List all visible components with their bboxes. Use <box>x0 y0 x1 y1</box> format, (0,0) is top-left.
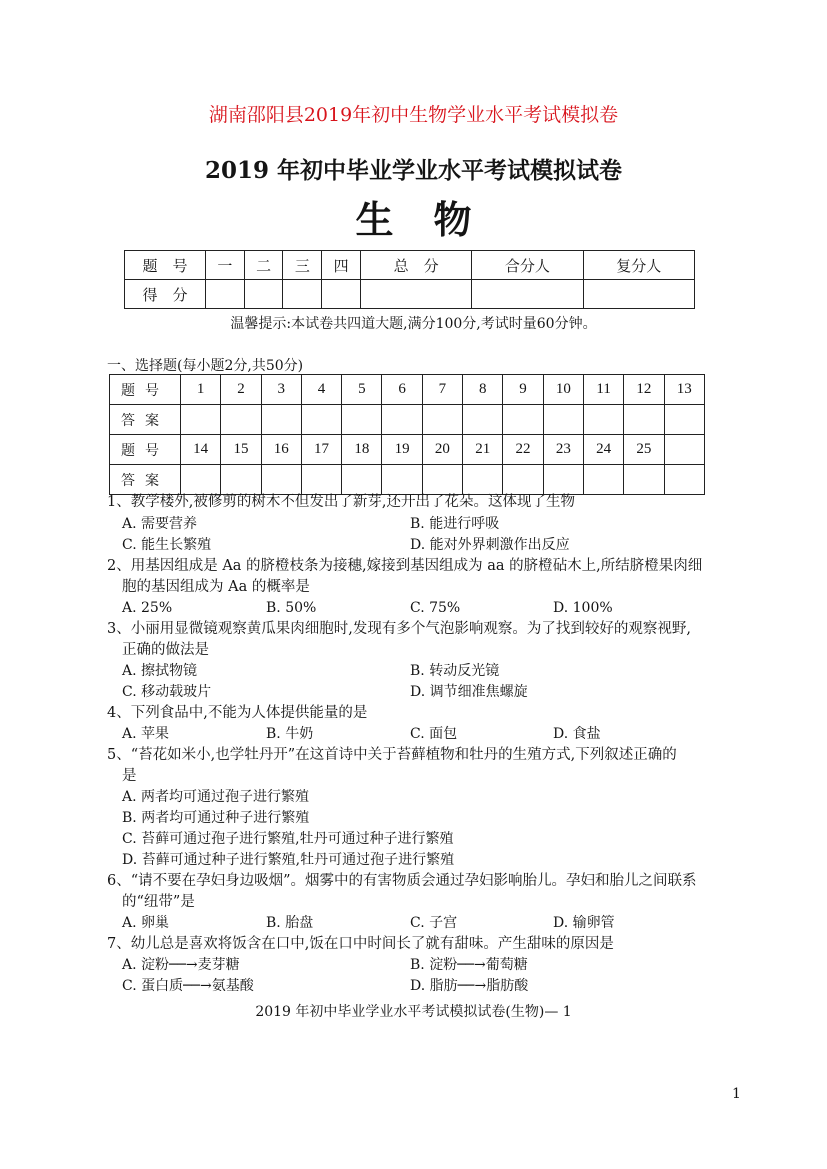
answer-table <box>109 374 705 495</box>
question-2-line2: 胞的基因组成为 Aa 的概率是 <box>122 579 310 595</box>
option-3d: D. 调节细准焦螺旋 <box>410 684 528 700</box>
score-cell[interactable] <box>472 280 583 309</box>
score-header-cell: 题 号 <box>125 251 206 280</box>
question-1: 1、教学楼外,被修剪的树木不但发出了新芽,还开出了花朵。这体现了生物 <box>107 494 575 510</box>
option-4a: A. 苹果 <box>122 726 170 742</box>
option-1c: C. 能生长繁殖 <box>122 537 212 553</box>
answer-cell[interactable] <box>543 465 583 495</box>
exam-tip: 温馨提示:本试卷共四道大题,满分100分,考试时量60分钟。 <box>230 316 597 332</box>
score-header-cell: 三 <box>283 251 322 280</box>
answer-cell[interactable] <box>624 405 664 435</box>
question-2-line1: 2、用基因组成是 Aa 的脐橙枝条为接穗,嫁接到基因组成为 aa 的脐橙砧木上,所结脐橙果肉细 <box>107 558 703 574</box>
question-number-cell: 2 <box>221 375 261 405</box>
answer-cell[interactable] <box>221 405 261 435</box>
answer-cell[interactable] <box>583 405 623 435</box>
option-6c: C. 子宫 <box>410 915 458 931</box>
answer-cell[interactable] <box>463 405 503 435</box>
exam-title: 2019 年初中毕业学业水平考试模拟试卷 <box>204 157 623 184</box>
option-3c: C. 移动载玻片 <box>122 684 212 700</box>
question-number-cell: 18 <box>342 435 382 465</box>
answer-row-label: 题号 <box>110 375 181 405</box>
question-number-cell: 6 <box>382 375 422 405</box>
option-2d: D. 100% <box>553 600 613 616</box>
subject-title: 生物 <box>355 197 512 242</box>
score-cell[interactable] <box>583 280 694 309</box>
option-5a: A. 两者均可通过孢子进行繁殖 <box>122 789 310 805</box>
question-5-line1: 5、“苔花如米小,也学牡丹开”在这首诗中关于苔藓植物和牡丹的生殖方式,下列叙述正确的 <box>107 747 677 763</box>
score-cell[interactable] <box>283 280 322 309</box>
question-number-cell: 4 <box>301 375 341 405</box>
answer-cell[interactable] <box>261 465 301 495</box>
question-number-cell: 25 <box>624 435 664 465</box>
answer-cell[interactable] <box>543 405 583 435</box>
question-number-cell: 20 <box>422 435 462 465</box>
score-cell[interactable] <box>244 280 283 309</box>
answer-row-label: 答案 <box>110 465 181 495</box>
option-7b: B. 淀粉──→葡萄糖 <box>410 957 528 973</box>
option-1b: B. 能进行呼吸 <box>410 516 500 532</box>
question-number-cell <box>664 435 704 465</box>
option-4b: B. 牛奶 <box>266 726 314 742</box>
score-cell[interactable] <box>322 280 361 309</box>
score-header-cell: 四 <box>322 251 361 280</box>
option-7a: A. 淀粉──→麦芽糖 <box>122 957 240 973</box>
question-number-cell: 19 <box>382 435 422 465</box>
score-header-cell: 一 <box>206 251 245 280</box>
question-number-cell: 12 <box>624 375 664 405</box>
question-7: 7、幼儿总是喜欢将饭含在口中,饭在口中时间长了就有甜味。产生甜味的原因是 <box>107 936 614 952</box>
option-5b: B. 两者均可通过种子进行繁殖 <box>122 810 310 826</box>
section-heading: 一、选择题(每小题2分,共50分) <box>107 358 304 374</box>
answer-row-label: 答案 <box>110 405 181 435</box>
answer-cell[interactable] <box>301 465 341 495</box>
option-6a: A. 卵巢 <box>122 915 170 931</box>
answer-cell[interactable] <box>463 465 503 495</box>
score-table-score-row <box>125 280 695 309</box>
score-header-cell: 二 <box>244 251 283 280</box>
question-number-cell: 8 <box>463 375 503 405</box>
score-header-cell: 复分人 <box>583 251 694 280</box>
answer-cell[interactable] <box>221 465 261 495</box>
answer-cell[interactable] <box>503 465 543 495</box>
answer-cell[interactable] <box>624 465 664 495</box>
score-cell[interactable] <box>360 280 471 309</box>
question-number-cell: 15 <box>221 435 261 465</box>
option-6d: D. 输卵管 <box>553 915 615 931</box>
option-2a: A. 25% <box>122 600 173 616</box>
answer-table-answer-row <box>110 405 705 435</box>
option-3a: A. 擦拭物镜 <box>122 663 198 679</box>
option-4c: C. 面包 <box>410 726 458 742</box>
score-table-header-row <box>125 251 695 280</box>
option-1a: A. 需要营养 <box>122 516 198 532</box>
question-4: 4、下列食品中,不能为人体提供能量的是 <box>107 705 368 721</box>
option-3b: B. 转动反光镜 <box>410 663 500 679</box>
answer-cell[interactable] <box>422 465 462 495</box>
option-4d: D. 食盐 <box>553 726 601 742</box>
option-7d: D. 脂肪──→脂肪酸 <box>410 978 529 994</box>
score-row-label: 得 分 <box>125 280 206 309</box>
question-3-line2: 正确的做法是 <box>122 642 209 658</box>
question-number-cell: 3 <box>261 375 301 405</box>
question-6-line1: 6、“请不要在孕妇身边吸烟”。烟雾中的有害物质会通过孕妇影响胎儿。孕妇和胎儿之间联系 <box>107 873 697 889</box>
option-2b: B. 50% <box>266 600 317 616</box>
question-number-cell: 23 <box>543 435 583 465</box>
answer-cell[interactable] <box>664 465 704 495</box>
answer-cell[interactable] <box>261 405 301 435</box>
question-number-cell: 7 <box>422 375 462 405</box>
score-header-cell: 合分人 <box>472 251 583 280</box>
answer-table-answer-row <box>110 465 705 495</box>
question-number-cell: 9 <box>503 375 543 405</box>
question-number-cell: 21 <box>463 435 503 465</box>
answer-table-number-row <box>110 435 705 465</box>
option-2c: C. 75% <box>410 600 461 616</box>
question-number-cell: 16 <box>261 435 301 465</box>
question-number-cell: 13 <box>664 375 704 405</box>
question-5-line2: 是 <box>122 768 137 784</box>
answer-row-label: 题号 <box>110 435 181 465</box>
question-number-cell: 1 <box>181 375 221 405</box>
answer-cell[interactable] <box>181 405 221 435</box>
answer-cell[interactable] <box>583 465 623 495</box>
answer-table-number-row <box>110 375 705 405</box>
option-6b: B. 胎盘 <box>266 915 314 931</box>
document-title: 湖南邵阳县2019年初中生物学业水平考试模拟卷 <box>208 104 619 126</box>
answer-cell[interactable] <box>301 405 341 435</box>
answer-cell[interactable] <box>664 405 704 435</box>
question-number-cell: 24 <box>583 435 623 465</box>
answer-cell[interactable] <box>422 405 462 435</box>
option-5d: D. 苔藓可通过种子进行繁殖,牡丹可通过孢子进行繁殖 <box>122 852 455 868</box>
score-table <box>124 250 695 309</box>
answer-cell[interactable] <box>181 465 221 495</box>
question-3-line1: 3、小丽用显微镜观察黄瓜果肉细胞时,发现有多个气泡影响观察。为了找到较好的观察视野, <box>107 621 691 637</box>
score-header-cell: 总 分 <box>360 251 471 280</box>
question-number-cell: 17 <box>301 435 341 465</box>
question-number-cell: 10 <box>543 375 583 405</box>
option-5c: C. 苔藓可通过孢子进行繁殖,牡丹可通过种子进行繁殖 <box>122 831 454 847</box>
question-6-line2: 的“纽带”是 <box>122 894 195 910</box>
answer-cell[interactable] <box>342 405 382 435</box>
score-cell[interactable] <box>206 280 245 309</box>
answer-cell[interactable] <box>382 405 422 435</box>
option-7c: C. 蛋白质──→氨基酸 <box>122 978 254 994</box>
question-number-cell: 5 <box>342 375 382 405</box>
option-1d: D. 能对外界刺激作出反应 <box>410 537 570 553</box>
answer-cell[interactable] <box>503 405 543 435</box>
question-number-cell: 22 <box>503 435 543 465</box>
answer-cell[interactable] <box>342 465 382 495</box>
page-number: 1 <box>732 1086 741 1102</box>
question-number-cell: 11 <box>583 375 623 405</box>
page-footer: 2019 年初中毕业学业水平考试模拟试卷(生物)— 1 <box>255 1004 572 1020</box>
question-number-cell: 14 <box>181 435 221 465</box>
answer-cell[interactable] <box>382 465 422 495</box>
